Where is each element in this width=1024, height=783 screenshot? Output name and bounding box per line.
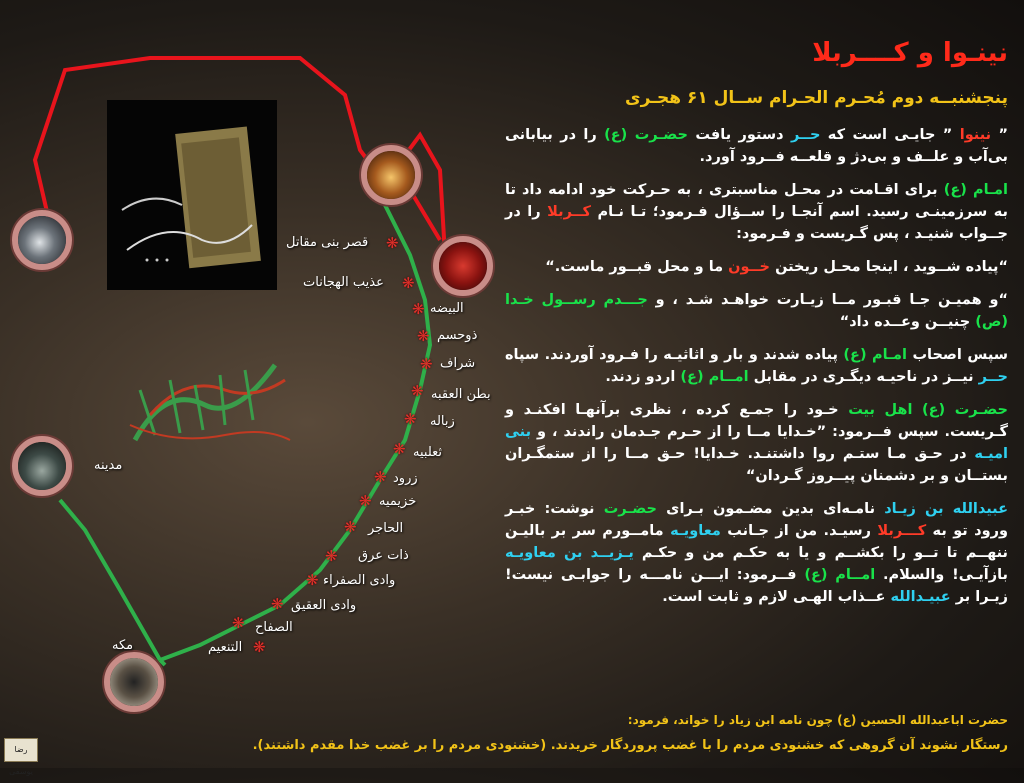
story-text: [505, 124, 1008, 619]
station-aqiq: وادی العقیق: [291, 598, 357, 613]
station-madina: مدینه: [94, 458, 123, 473]
paragraph-2: [505, 179, 1008, 245]
station-udhayb: عذیب الهجانات: [303, 275, 384, 290]
highlight-imam: امـام (ع): [843, 347, 907, 363]
stop-marker: ❋: [412, 300, 425, 318]
highlight-ubaydullah: عبیدالله بن زیـاد: [884, 501, 1008, 517]
station-thalabiya: ثعلبیه: [413, 445, 443, 460]
footer-quote: رستگار نشوند آن گروهی که خشنودی مردم را با غضب پروردگار خریدند. (خشنودی مردم را بر غضب خدا مقدم داشتند).: [252, 738, 1008, 753]
highlight-karbala: کــربلا: [547, 204, 591, 220]
stop-marker: ❋: [417, 327, 430, 345]
highlight-imam: حضـرت (ع): [912, 402, 1009, 418]
stop-marker: ❋: [344, 518, 357, 536]
station-makka: مکه: [112, 638, 134, 653]
paragraph-3: [505, 256, 1008, 278]
highlight-imam: حضـرت (ع): [604, 127, 688, 143]
text-run: “پیاده شــوید ، اینجا محـل ریختن: [770, 259, 1008, 275]
stop-marker: ❋: [411, 382, 424, 400]
station-sharaf: شراف: [440, 356, 476, 371]
highlight-muawiya: معاویـه: [670, 523, 721, 539]
text-run: نامـه‌ای بدین مضـمون بـرای: [656, 501, 885, 517]
karbala-medallion: [433, 236, 493, 296]
text-run: نیــز در ناحیـه دیگـری در مقابل: [748, 369, 979, 385]
qasr-medallion: [361, 145, 421, 205]
station-batn: بطن العقبه: [431, 387, 491, 402]
stop-marker: ❋: [325, 547, 338, 565]
highlight-imam: امـام (ع): [943, 182, 1008, 198]
paragraph-7: [505, 498, 1008, 608]
text-run: چنیــن وعــده داد“: [839, 314, 976, 330]
stop-marker: ❋: [253, 638, 266, 656]
madina-medallion: [12, 436, 72, 496]
stop-marker: ❋: [374, 468, 387, 486]
highlight-ahlulbayt: اهل بیت: [848, 402, 913, 418]
highlight-karbala: کـــربلا: [877, 523, 927, 539]
green-calligraphy: [125, 345, 295, 450]
text-run: پیاده شدند و بار و اثاثیـه را فـرود آوردند. سپاه: [505, 347, 844, 363]
stop-marker: ❋: [393, 440, 406, 458]
highlight-yazid: یـزیــد بن معاویـه: [505, 545, 634, 561]
stop-marker: ❋: [232, 614, 245, 632]
station-dhatirq: ذات عرق: [358, 548, 409, 563]
stop-marker: ❋: [420, 355, 433, 373]
stop-marker: ❋: [359, 492, 372, 510]
highlight-ninawa: نینوا: [959, 127, 992, 143]
station-safra: وادی الصفراء: [323, 573, 396, 588]
text-run: خـود را جمـع کرده ، نظری برآنهـا افکنـد و گـریست. سپس فــرمود: ”خـدایا مــا را از حـرم جـدمان راندند ، و: [505, 402, 1008, 440]
highlight-imam: امــام (ع): [680, 369, 749, 385]
text-run: را در بیابانی بی‌آب و علــف و بی‌دژ و قلعــه فــرود آورد.: [505, 127, 1008, 165]
highlight-hurr: حــر: [791, 127, 821, 143]
stop-marker: ❋: [404, 410, 417, 428]
stop-marker: ❋: [386, 234, 399, 252]
stop-marker: ❋: [271, 595, 284, 613]
page-title: نینـوا و کــــربلا: [812, 38, 1008, 68]
stop-marker: ❋: [402, 274, 415, 292]
text-run: اردو زدند.: [605, 369, 681, 385]
paragraph-1: [505, 124, 1008, 168]
highlight-prophet: جـــدم رســول خـدا (ص): [505, 292, 1008, 330]
highlight-imam: امــام (ع): [804, 567, 876, 583]
signature-logo: رضا یوسفی: [4, 738, 38, 762]
text-run: ما و محل قبــور ماست.“: [545, 259, 729, 275]
paragraph-6: [505, 399, 1008, 487]
text-run: مامــورم سر بر بالیـن ننهــم تا تــو را بکشــم و یا به حکـم من و حکـم: [505, 523, 1009, 561]
highlight-hurr: حــر: [978, 369, 1008, 385]
station-saffah: الصفاح: [255, 620, 293, 635]
page-subtitle: پنجشنبــه دوم مُحـرم الحـرام ســال ۶۱ هجـری: [625, 88, 1008, 108]
makka-medallion: [104, 652, 164, 712]
text-run: برای اقـامت در محـل مناسبتری ، به حـرکت خود ادامه داد تا به سرزمینـی رسید. اسم آنجـا را ســؤال فـرمود؛ تـا نـام: [505, 182, 1009, 220]
text-run: ” جایـی است که: [820, 127, 960, 143]
text-run: بازآیـی! والسلام.: [875, 567, 1008, 583]
highlight-imam: حضـرت: [603, 501, 657, 517]
paragraph-5: [505, 344, 1008, 388]
calligraphy-photo: [107, 100, 277, 290]
station-zarud: زرود: [393, 471, 418, 486]
text-run: در حـق مـا ستـم روا داشتنـد. خـدایا! حـق مــا را از ستمگـران بستــان و بر دشمنان پیــروز گـردان“: [505, 446, 1008, 484]
station-khuzaymiya: خزیمیه: [379, 494, 417, 509]
paragraph-4: [505, 289, 1008, 333]
text-run: فــرمود: ایـــن نامـــه را جوابـی نیست! زیـرا بر: [505, 567, 1008, 605]
station-hajir: الحاجر: [368, 521, 404, 536]
footer-heading: حضرت اباعبدالله الحسین (ع) چون نامه ابن زیاد را خواند، فرمود:: [627, 713, 1008, 727]
text-run: رسیـد. من از جـانب: [720, 523, 878, 539]
highlight-bani-umayya: بنی امیـه: [505, 424, 1008, 462]
text-run: سپس اصحاب: [907, 347, 1008, 363]
station-dhuhusam: ذوحسم: [437, 328, 478, 343]
stop-marker: ❋: [306, 571, 319, 589]
text-run: نوشت: خبـر ورود تو به: [505, 501, 1008, 539]
station-tanim: التنعیم: [208, 640, 243, 655]
station-qasr: قصر بنی مقاتل: [286, 235, 369, 250]
text-run: “و همیـن جـا قبـور مــا زیـارت خواهـد شـد ، و: [647, 292, 1008, 308]
station-zubala: زباله: [430, 414, 455, 429]
text-run: ”: [991, 127, 1009, 143]
red-route-medallion: [12, 210, 72, 270]
text-run: دستور یافت: [688, 127, 792, 143]
highlight-ubaydullah: عبیـدالله: [890, 589, 951, 605]
text-run: را در جــواب شنیـد ، پس گـریست و فـرمود:: [505, 204, 1008, 242]
text-run: عــذاب الهـی لازم و ثابت است.: [662, 589, 891, 605]
station-bayda: البیضه: [430, 301, 464, 316]
highlight-blood: خــون: [728, 259, 771, 275]
